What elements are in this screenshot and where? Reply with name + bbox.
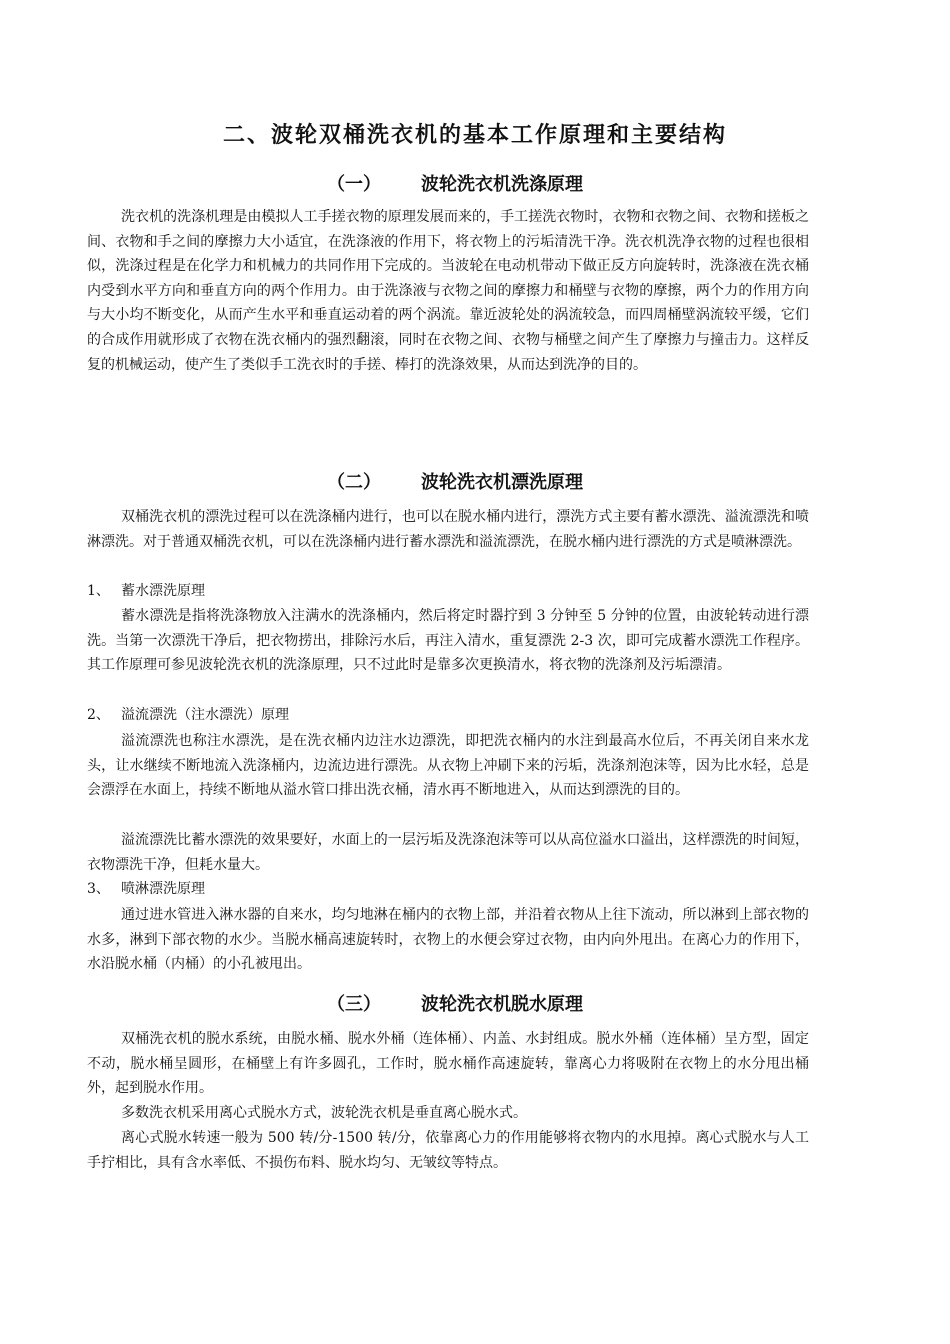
section-2-title: 波轮洗衣机漂洗原理 — [421, 472, 583, 493]
subsection-1-number: 1、 — [87, 583, 110, 599]
subsection-1-title: 蓄水漂洗原理 — [121, 583, 205, 599]
document-title: 二、波轮双桶洗衣机的基本工作原理和主要结构 — [222, 123, 727, 148]
section-3-heading — [0, 990, 910, 1016]
section-1-paragraph: 洗衣机的洗涤机理是由模拟人工手搓衣物的原理发展而来的，手工搓洗衣物时，衣物和衣物之间、衣物和搓板之间、衣物和手之间的摩擦力大小适宜，在洗涤液的作用下，将衣物上的污垢清洗干净。洗衣机洗净衣物的过程也很相似，洗涤过程是在化学力和机械力的共同作用下完成的。当波轮在电动机带动下做正反方向旋转时，洗涤液在洗衣桶内受到水平方向和垂直方向的两个作用力。由于洗涤液与衣物之间的摩擦力和桶壁与衣物的摩擦，两个力的作用方向与大小均不断变化，从而产生水平和垂直运动着的两个涡流。靠近波轮处的涡流较急，而四周桶壁涡流较平缓，它们的合成作用就形成了衣物在洗衣桶内的强烈翻滚，同时在衣物之间、衣物与桶壁之间产生了摩擦力与撞击力。这样反复的机械运动，使产生了类似手工洗衣时的手搓、棒打的洗涤效果，从而达到洗净的目的。 — [87, 209, 809, 373]
subsection-1-heading — [87, 579, 809, 604]
section-1-heading — [0, 170, 910, 196]
subsection-2-title: 溢流漂洗（注水漂洗）原理 — [121, 707, 289, 723]
section-2-number: （二） — [327, 472, 381, 493]
section-3-title: 波轮洗衣机脱水原理 — [421, 994, 583, 1015]
section-2-heading — [0, 468, 910, 494]
section-3-paragraph-1: 双桶洗衣机的脱水系统，由脱水桶、脱水外桶（连体桶）、内盖、水封组成。脱水外桶（连体桶）呈方型，固定不动，脱水桶呈圆形，在桶壁上有许多圆孔，工作时，脱水桶作高速旋转，靠离心力将吸附在衣物上的水分甩出桶外，起到脱水作用。 — [87, 1031, 809, 1097]
subsection-2-heading — [87, 703, 809, 728]
subsection-3-number: 3、 — [87, 881, 110, 897]
section-2-intro: 双桶洗衣机的漂洗过程可以在洗涤桶内进行，也可以在脱水桶内进行，漂洗方式主要有蓄水漂洗、溢流漂洗和喷淋漂洗。对于普通双桶洗衣机，可以在洗涤桶内进行蓄水漂洗和溢流漂洗，在脱水桶内进行漂洗的方式是喷淋漂洗。 — [87, 509, 809, 550]
subsection-3-heading — [87, 877, 809, 902]
subsection-2-paragraph-2: 溢流漂洗比蓄水漂洗的效果要好，水面上的一层污垢及洗涤泡沫等可以从高位溢水口溢出，这样漂洗的时间短，衣物漂洗干净，但耗水量大。 — [87, 832, 809, 873]
section-3-paragraph-2: 多数洗衣机采用离心式脱水方式，波轮洗衣机是垂直离心脱水式。 — [121, 1105, 527, 1121]
section-3-paragraph-3: 离心式脱水转速一般为 500 转/分-1500 转/分，依靠离心力的作用能够将衣物内的水甩掉。离心式脱水与人工手拧相比，具有含水率低、不损伤布料、脱水均匀、无皱纹等特点。 — [87, 1130, 809, 1171]
section-3-number: （三） — [327, 994, 381, 1015]
subsection-2-paragraph-1: 溢流漂洗也称注水漂洗，是在洗衣桶内边注水边漂洗，即把洗衣桶内的水注到最高水位后，不再关闭自来水龙头，让水继续不断地流入洗涤桶内，边流边进行漂洗。从衣物上冲刷下来的污垢，洗涤剂泡沫等，因为比水轻，总是会漂浮在水面上，持续不断地从溢水管口排出洗衣桶，清水再不断地进入，从而达到漂洗的目的。 — [87, 733, 809, 799]
subsection-3-paragraph: 通过进水管进入淋水器的自来水，均匀地淋在桶内的衣物上部，并沿着衣物从上往下流动，所以淋到上部衣物的水多，淋到下部衣物的水少。当脱水桶高速旋转时，衣物上的水便会穿过衣物，由内向外甩出。在离心力的作用下，水沿脱水桶（内桶）的小孔被甩出。 — [87, 907, 809, 973]
subsection-2-number: 2、 — [87, 707, 110, 723]
section-1-title: 波轮洗衣机洗涤原理 — [421, 174, 583, 195]
subsection-1-paragraph: 蓄水漂洗是指将洗涤物放入注满水的洗涤桶内，然后将定时器拧到 3 分钟至 5 分钟的位置，由波轮转动进行漂洗。当第一次漂洗干净后，把衣物捞出，排除污水后，再注入清水，重复漂洗 2-3 次，即可完成蓄水漂洗工作程序。其工作原理可参见波轮洗衣机的洗涤原理，只不过此时是靠多次更换清水，将衣物的洗涤剂及污垢漂清。 — [87, 608, 809, 674]
subsection-3-title: 喷淋漂洗原理 — [121, 881, 205, 897]
section-1-number: （一） — [327, 174, 381, 195]
